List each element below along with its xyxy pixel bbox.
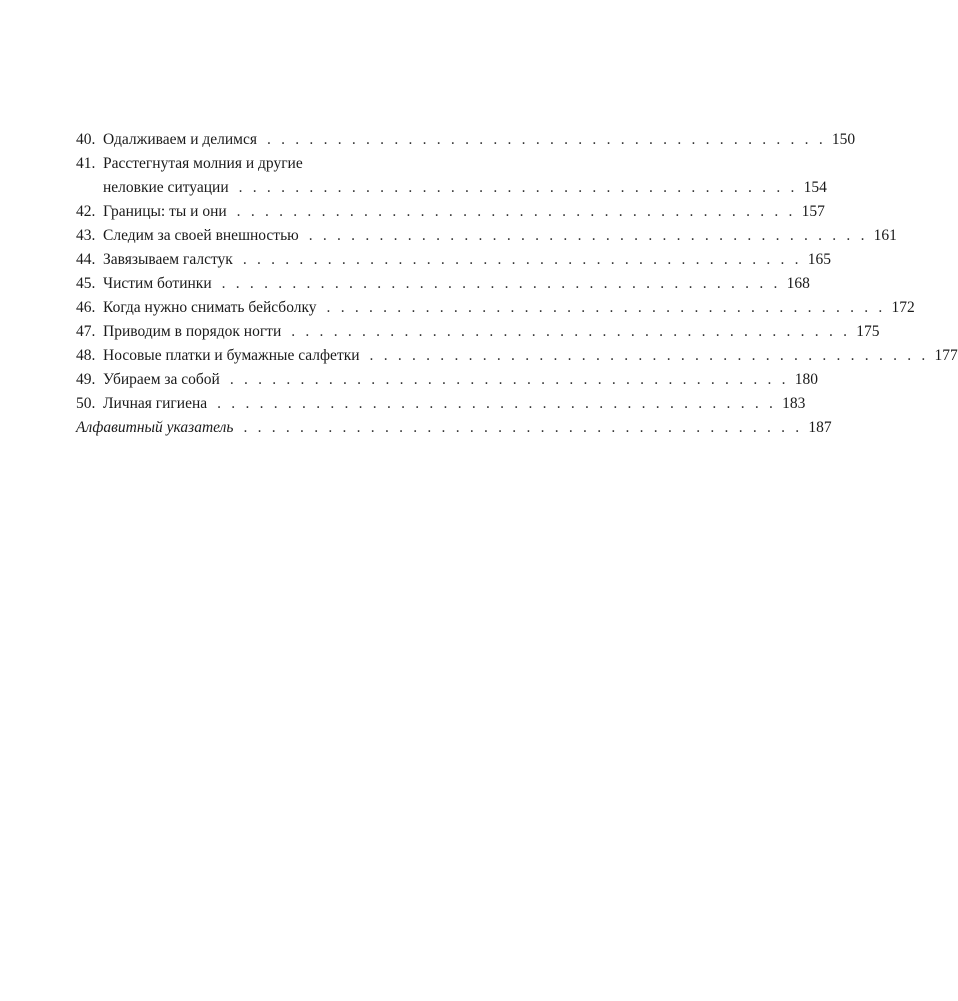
entry-title: Когда нужно снимать бейсболку (103, 299, 317, 316)
entry-page-number: 154 (803, 179, 827, 196)
dot-leader: . . . . . . . . . . . . . . . . . . . . . . . . . . . . . . . . . . . . . . . . (229, 371, 789, 388)
entry-title-continuation: неловкие ситуации (103, 179, 229, 196)
toc-entry-48[interactable] (76, 344, 958, 368)
entry-title: Убираем за собой (103, 371, 220, 388)
entry-title: Завязываем галстук (103, 251, 233, 268)
entry-page-number: 157 (801, 203, 825, 220)
entry-title: Личная гигиена (103, 395, 208, 412)
entry-title: Одалживаем и делимся (103, 131, 257, 148)
entry-title: Чистим ботинки (103, 275, 212, 292)
toc-entry-49[interactable] (76, 368, 818, 392)
entry-number: 41. (76, 155, 96, 172)
index-title: Алфавитный указатель (76, 419, 234, 436)
entry-number: 47. (76, 323, 96, 340)
toc-entry-45[interactable] (76, 272, 810, 296)
dot-leader: . . . . . . . . . . . . . . . . . . . . . . . . . . . . . . . . . . . . . . . . (369, 347, 929, 364)
entry-page-number: 183 (782, 395, 806, 412)
entry-page-number: 165 (807, 251, 832, 268)
entry-number: 40. (76, 131, 96, 148)
toc-entry-44[interactable] (76, 248, 832, 272)
entry-title: Приводим в порядок ногти (103, 323, 282, 340)
entry-page-number: 161 (873, 227, 897, 244)
dot-leader: . . . . . . . . . . . . . . . . . . . . . . . . . . . . . . . . . . . . . . . . (243, 419, 803, 436)
entry-page-number: 172 (891, 299, 915, 316)
toc-entry-43[interactable] (76, 224, 897, 248)
entry-number: 45. (76, 275, 96, 292)
dot-leader: . . . . . . . . . . . . . . . . . . . . . . . . . . . . . . . . . . . . . . . . (217, 395, 777, 412)
dot-leader: . . . . . . . . . . . . . . . . . . . . . . . . . . . . . . . . . . . . . . . . (236, 203, 796, 220)
entry-number: 48. (76, 347, 96, 364)
entry-number: 46. (76, 299, 96, 316)
table-of-contents (76, 128, 958, 440)
dot-leader: . . . . . . . . . . . . . . . . . . . . . . . . . . . . . . . . . . . . . . . . (242, 251, 802, 268)
entry-title: Следим за своей внешностью (103, 227, 299, 244)
entry-number: 42. (76, 203, 96, 220)
toc-entry-index[interactable] (76, 416, 832, 440)
dot-leader: . . . . . . . . . . . . . . . . . . . . . . . . . . . . . . . . . . . . . . . . (291, 323, 851, 340)
entry-page-number: 168 (786, 275, 810, 292)
toc-entry-46[interactable] (76, 296, 915, 320)
entry-title: Носовые платки и бумажные салфетки (103, 347, 360, 364)
index-page-number: 187 (808, 419, 832, 436)
entry-title: Расстегнутая молния и другие (103, 155, 303, 172)
toc-entry-42[interactable] (76, 200, 825, 224)
toc-entry-41[interactable] (76, 152, 827, 200)
dot-leader: . . . . . . . . . . . . . . . . . . . . . . . . . . . . . . . . . . . . . . . . (266, 131, 826, 148)
entry-number: 50. (76, 395, 96, 412)
dot-leader: . . . . . . . . . . . . . . . . . . . . . . . . . . . . . . . . . . . . . . . . (221, 275, 781, 292)
toc-entry-40[interactable] (76, 128, 856, 152)
toc-entry-47[interactable] (76, 320, 880, 344)
entry-page-number: 180 (794, 371, 818, 388)
entry-page-number: 150 (831, 131, 856, 148)
dot-leader: . . . . . . . . . . . . . . . . . . . . . . . . . . . . . . . . . . . . . . . . (326, 299, 886, 316)
toc-entry-50[interactable] (76, 392, 806, 416)
entry-title: Границы: ты и они (103, 203, 227, 220)
dot-leader: . . . . . . . . . . . . . . . . . . . . . . . . . . . . . . . . . . . . . . . . (238, 179, 798, 196)
dot-leader: . . . . . . . . . . . . . . . . . . . . . . . . . . . . . . . . . . . . . . . . (308, 227, 868, 244)
entry-page-number: 175 (856, 323, 880, 340)
entry-page-number: 177 (934, 347, 958, 364)
entry-number: 43. (76, 227, 96, 244)
entry-number: 49. (76, 371, 96, 388)
entry-number: 44. (76, 251, 96, 268)
